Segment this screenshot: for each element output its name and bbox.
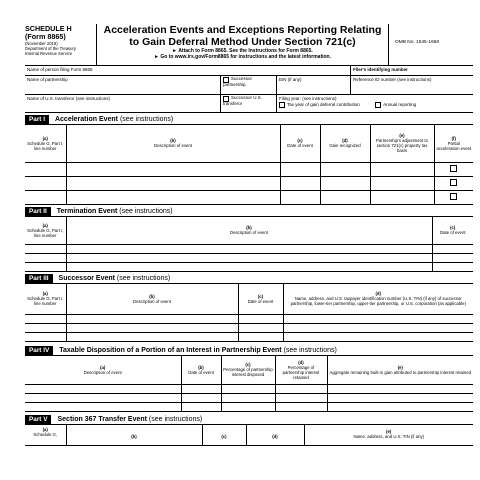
part1-col-a-letter: (a) xyxy=(42,135,48,141)
partnership-row xyxy=(25,76,473,95)
part4-col-d-letter: (d) xyxy=(298,359,304,365)
part2-col-b-letter: (b) xyxy=(246,225,252,231)
part1-col-f-label: Partial acceleration event xyxy=(436,140,472,151)
part2-col-b-header xyxy=(66,217,432,245)
part4-col-a-header xyxy=(25,356,181,385)
part5-col-c-header xyxy=(202,425,246,445)
part4-col-b-label: Date of event xyxy=(188,369,214,375)
form-title-block xyxy=(97,24,389,65)
part5-see-instructions: (see instructions) xyxy=(148,416,203,423)
part5-title xyxy=(57,416,202,423)
part2-col-a-letter: (a) xyxy=(42,222,48,228)
part5-col-c-letter: (c) xyxy=(221,434,227,439)
part4-header-row xyxy=(25,356,473,385)
part5-title-text: Section 367 Transfer Event xyxy=(57,416,147,423)
part5-table xyxy=(25,425,473,446)
part2-table xyxy=(25,217,473,273)
part2-col-b-label: Description of event xyxy=(230,230,268,236)
part1-col-a-label: Schedule G, Part I, line number xyxy=(27,140,64,151)
partial-acceleration-checkbox[interactable] xyxy=(450,179,457,186)
part2-row xyxy=(25,245,473,254)
part5-col-a-letter: (a) xyxy=(42,427,48,432)
part1-see-instructions: (see instructions) xyxy=(119,116,174,123)
part3-col-b-label: Description of event xyxy=(133,298,171,304)
part4-header xyxy=(25,346,473,356)
part2-col-a-label: Schedule G, Part I, line number xyxy=(27,227,64,238)
tax-year-checkbox[interactable] xyxy=(279,102,285,108)
part3-col-d-letter: (d) xyxy=(375,291,381,297)
part1-row xyxy=(25,162,473,176)
filing-year-field xyxy=(277,95,473,112)
part3-title-text: Successor Event xyxy=(58,275,115,282)
part3-col-d-label: Name, address, and U.S. taxpayer identification number (U.S. TIN) (if any) of successor partnership, lower-tier partnership, upper-tier partnership, or U.S. corporation (as applicable) xyxy=(290,296,466,307)
filer-id-field[interactable]: Filer's identifying number xyxy=(353,67,408,72)
annual-reporting-label: Annual reporting xyxy=(383,102,417,107)
part4-col-b-letter: (b) xyxy=(198,364,204,370)
successor-partnership-label: Successor partnership xyxy=(223,76,253,87)
part4-row xyxy=(25,394,473,403)
part1-table xyxy=(25,125,473,205)
part2-col-c-header xyxy=(432,217,473,245)
filing-year-label: Filing year: (see instructions) xyxy=(279,96,337,101)
part4-col-c-letter: (c) xyxy=(245,362,251,368)
part4-col-d-label: Percentage of partnership interest retained xyxy=(282,364,320,380)
part5-col-a-label: Schedule G, xyxy=(33,432,58,437)
part2-col-c-letter: (c) xyxy=(450,225,456,231)
part3-header xyxy=(25,274,473,284)
part3-see-instructions: (see instructions) xyxy=(116,275,171,282)
part5-col-e-header xyxy=(304,425,473,445)
filing-year-options xyxy=(279,102,471,108)
part3-row xyxy=(25,323,473,332)
part3-col-c-label: Date of event xyxy=(247,298,274,304)
form-title-line2: to Gain Deferral Method Under Section 721(c) xyxy=(129,35,356,48)
instructions-line2: ► Go to www.irs.gov/Form8865 for instructions and the latest information. xyxy=(153,54,331,60)
part3-col-d-header xyxy=(283,284,473,314)
part2-title xyxy=(57,208,173,215)
instructions-line1: ► Attach to Form 8865. See the Instructions for Form 8865. xyxy=(172,48,313,54)
part4-title-text: Taxable Disposition of a Portion of an Interest in Partnership Event xyxy=(59,346,282,354)
part1-title xyxy=(55,116,173,123)
irs-label: Internal Revenue Service xyxy=(25,51,73,56)
part3-col-a-header xyxy=(25,284,66,314)
part4-row xyxy=(25,385,473,394)
part1-col-e-header xyxy=(370,125,434,162)
part4-see-instructions: (see instructions) xyxy=(283,346,337,354)
part1-col-d-label: Gain recognized xyxy=(329,143,361,149)
part2-header xyxy=(25,207,473,217)
form-identifier xyxy=(25,24,97,65)
partnership-name-field[interactable]: Name of partnership xyxy=(25,76,221,94)
part5-header xyxy=(25,415,473,425)
part4-col-c-header xyxy=(221,356,275,385)
part5-col-d-header xyxy=(246,425,304,445)
reference-id-field[interactable]: Reference ID number (see instructions) xyxy=(353,77,432,82)
form-date: (November 2018) xyxy=(25,41,58,46)
part4-col-a-label: Description of event xyxy=(83,369,122,375)
annual-reporting-checkbox[interactable] xyxy=(375,102,381,108)
part4-col-e-header xyxy=(327,356,473,385)
part2-see-instructions: (see instructions) xyxy=(119,207,173,215)
part1-title-text: Acceleration Event xyxy=(54,116,119,123)
part1-tag: Part I xyxy=(25,115,49,124)
part3-title xyxy=(59,275,171,282)
successor-partnership-option[interactable] xyxy=(221,76,277,94)
transferor-name-field[interactable]: Name of U.S. transferor (see instructions) xyxy=(25,95,221,112)
part2-row xyxy=(25,263,473,272)
part3-col-b-header xyxy=(66,284,238,314)
part5-col-e-letter: (e) xyxy=(386,429,392,434)
schedule-label: SCHEDULE H xyxy=(25,24,72,33)
part1-col-c-letter: (c) xyxy=(297,138,303,144)
part3-col-a-label: Schedule G, Part I, line number xyxy=(27,296,64,307)
part2-col-a-header xyxy=(25,217,66,245)
tax-year-label: Tax year of gain deferral contribution xyxy=(287,102,360,107)
successor-transferor-option[interactable] xyxy=(221,95,277,112)
part4-row xyxy=(25,403,473,412)
part3-col-a-letter: (a) xyxy=(42,291,48,297)
part4-tag: Part IV xyxy=(25,346,53,355)
part5-col-e-label: Name, address, and U.S. TIN (if any) xyxy=(353,434,425,439)
part1-col-f-header xyxy=(434,125,473,162)
part1-col-e-letter: (e) xyxy=(399,133,405,139)
part5-col-b-letter: (b) xyxy=(131,434,137,439)
successor-transferor-label: Successor U.S. transferor xyxy=(223,95,263,106)
part1-col-b-header xyxy=(66,125,280,162)
part1-col-b-letter: (b) xyxy=(170,138,176,144)
form-title-line1: Acceleration Events and Exceptions Reporting Relating xyxy=(103,24,382,36)
form-header xyxy=(25,24,473,66)
part1-row xyxy=(25,190,473,204)
part4-col-e-label: Aggregate remaining built-in gain attributed to partnership interest retained xyxy=(329,369,472,375)
part1-col-c-label: Date of event xyxy=(287,143,313,149)
department-label: Department of the Treasury xyxy=(25,46,76,51)
part3-col-c-letter: (c) xyxy=(257,293,264,299)
part4-col-d-header xyxy=(275,356,327,385)
part1-row xyxy=(25,176,473,190)
part1-col-c-header xyxy=(280,125,320,162)
part4-col-c-label: Percentage of partnership interest disposed xyxy=(223,367,273,378)
part4-table xyxy=(25,356,473,413)
omb-number: OMB No. 1545-1668 xyxy=(395,40,439,45)
partial-acceleration-checkbox[interactable] xyxy=(450,165,457,172)
filer-row xyxy=(25,66,473,76)
part1-col-f-letter: (f) xyxy=(451,135,456,141)
part5-col-b-header xyxy=(66,425,202,445)
part1-header xyxy=(25,115,473,125)
part1-header-row xyxy=(25,125,473,162)
part3-row xyxy=(25,314,473,323)
part5-tag: Part V xyxy=(25,415,51,424)
filer-name-field[interactable]: Name of person filing Form 8865 xyxy=(25,66,351,75)
part1-col-b-label: Description of event xyxy=(154,143,192,149)
part1-col-d-letter: (d) xyxy=(342,138,348,144)
part1-col-e-label: Partnership's adjustment to section 721(c) property tax basis xyxy=(376,138,428,154)
part2-title-text: Termination Event xyxy=(56,207,118,215)
part2-header-row xyxy=(25,217,473,245)
part1-col-d-header xyxy=(320,125,370,162)
part3-col-b-letter: (b) xyxy=(149,293,155,299)
part5-col-a-header xyxy=(25,425,66,445)
transferor-row xyxy=(25,95,473,113)
part3-tag: Part III xyxy=(25,274,53,283)
ein-field[interactable]: EIN (if any) xyxy=(277,76,351,94)
part3-row xyxy=(25,332,473,341)
part2-col-c-label: Date of event xyxy=(439,230,466,236)
part4-title xyxy=(59,347,337,354)
part5-header-row xyxy=(25,425,473,445)
part4-col-e-letter: (e) xyxy=(397,364,403,370)
part5-col-d-letter: (d) xyxy=(272,434,278,439)
part2-tag: Part II xyxy=(25,207,51,216)
schedule-h-form xyxy=(25,24,473,446)
part3-header-row xyxy=(25,284,473,314)
part3-col-c-header xyxy=(238,284,283,314)
part4-col-b-header xyxy=(181,356,221,385)
part2-row xyxy=(25,254,473,263)
part3-table xyxy=(25,284,473,342)
part1-col-a-header xyxy=(25,125,66,162)
partial-acceleration-checkbox[interactable] xyxy=(450,193,457,200)
form-reference: (Form 8865) xyxy=(25,32,66,41)
part4-col-a-letter: (a) xyxy=(100,364,106,370)
